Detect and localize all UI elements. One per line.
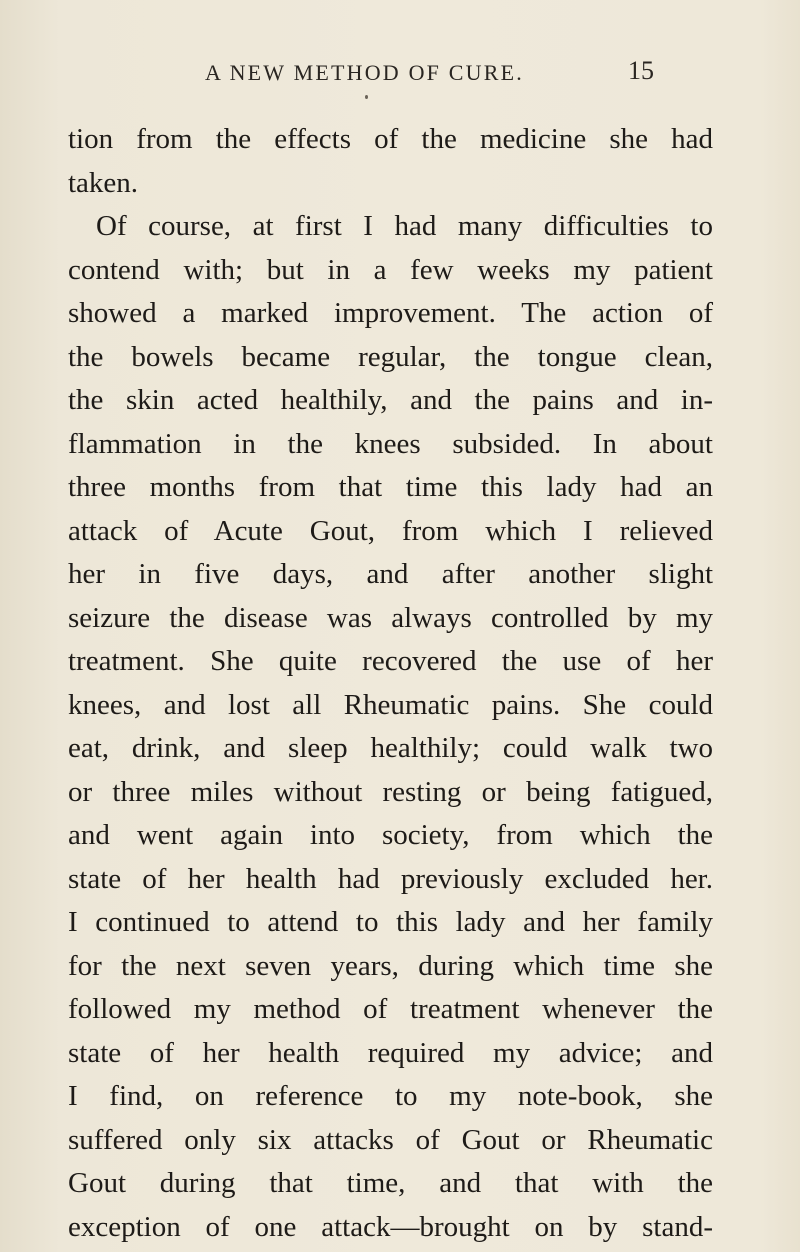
text-line: flammation in the knees subsided. In about xyxy=(68,427,713,460)
text-line: taken. xyxy=(68,166,139,199)
print-speck xyxy=(365,95,368,99)
page-number: 15 xyxy=(628,56,654,85)
text-line: and went again into society, from which the xyxy=(68,819,713,851)
text-line: I continued to attend to this lady and her family xyxy=(68,906,713,938)
text-line: or three miles without resting or being fatigued, xyxy=(68,775,713,808)
body-text xyxy=(68,118,713,1249)
text-line: showed a marked improvement. The action of xyxy=(68,297,713,329)
text-line: Of course, at first I had many difficulties to xyxy=(96,210,713,242)
text-line: treatment. She quite recovered the use of her xyxy=(68,645,713,677)
text-line: eat, drink, and sleep healthily; could walk two xyxy=(68,732,713,764)
text-line: state of her health had previously excluded her. xyxy=(68,862,713,895)
running-head xyxy=(0,56,800,100)
text-line: the skin acted healthily, and the pains and in- xyxy=(68,384,713,416)
text-line: suffered only six attacks of Gout or Rheumatic xyxy=(68,1123,713,1156)
text-line: tion from the effects of the medicine she had xyxy=(68,123,713,155)
text-line: state of her health required my advice; and xyxy=(68,1036,713,1069)
text-line: her in five days, and after another slight xyxy=(68,558,713,590)
text-line: followed my method of treatment whenever the xyxy=(68,993,713,1025)
text-line: Gout during that time, and that with the xyxy=(68,1167,713,1199)
text-line: attack of Acute Gout, from which I relieved xyxy=(68,514,713,547)
running-head-title: A NEW METHOD OF CURE. xyxy=(205,60,524,85)
text-line: exception of one attack—brought on by stand- xyxy=(68,1210,713,1243)
text-line: for the next seven years, during which time she xyxy=(68,949,713,982)
text-line: the bowels became regular, the tongue clean, xyxy=(68,340,713,373)
text-line: I find, on reference to my note-book, she xyxy=(68,1080,713,1112)
text-line: knees, and lost all Rheumatic pains. She could xyxy=(68,688,713,721)
text-line: contend with; but in a few weeks my patient xyxy=(68,253,713,286)
text-line: seizure the disease was always controlled by my xyxy=(68,601,713,634)
text-line: three months from that time this lady had an xyxy=(68,471,713,503)
